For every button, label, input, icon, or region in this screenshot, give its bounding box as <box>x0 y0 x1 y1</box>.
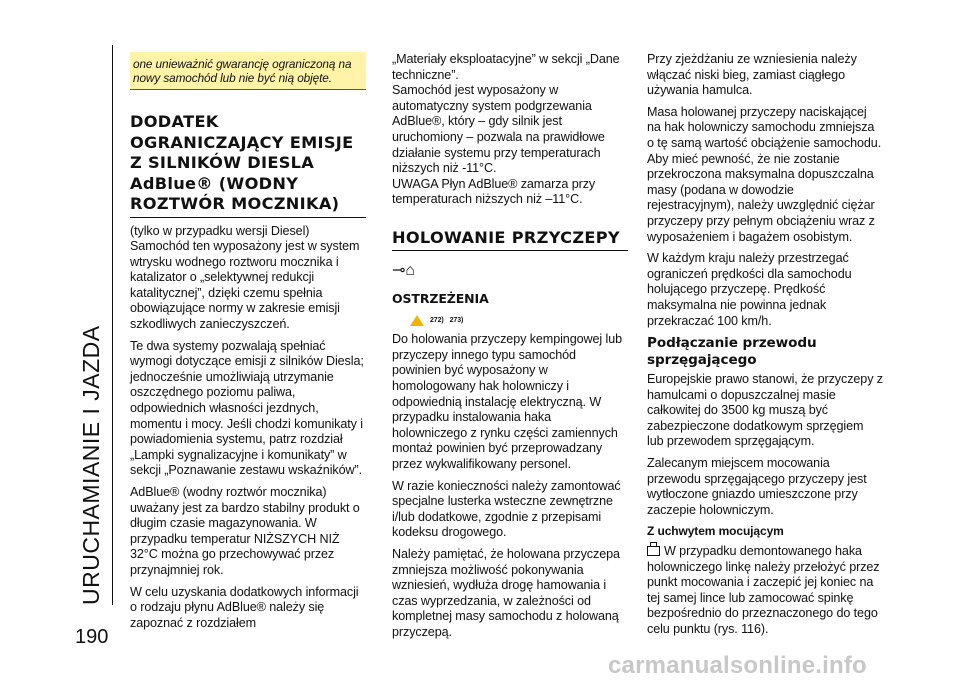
watermark: carmanualsonline.info <box>608 652 867 679</box>
paragraph: Te dwa systemy pozwalają spełniać wymogi dotyczące emisji z silników Diesla; jednocześnie umożliwiają utrzymanie oszczędnego poziomu paliwa, odpowiednich własności jezdnych, momentu i mocy. Jeśli chodzi komunikaty i powiadomienia systemu, patrz rozdział „Lampki sygnalizacyjne i komunikaty” w sekcji „Poznawanie zestawu wskaźników”. <box>130 338 364 478</box>
warning-ref: 273) <box>449 316 464 324</box>
paragraph: (tylko w przypadku wersji Diesel) Samochód ten wyposażony jest w system wtrysku wodnego roztworu mocznika i katalizator o „selektywnej redukcji katalitycznej”, dzięki czemu spełnia obowiązujące normy w zakresie emisji szkodliwych zanieczyszczeń. <box>130 223 360 332</box>
highlight-note: one unieważnić gwarancję ograniczoną na nowy samochód lub nie być nią objęte. <box>130 52 366 90</box>
column-1 <box>130 52 366 637</box>
warnings-heading: OSTRZEŻENIA <box>392 291 489 307</box>
coupling-cable-heading: Podłączanie przewodu sprzęgającego <box>647 335 817 368</box>
paragraph: Europejskie prawo stanowi, że przyczepy z hamulcami o dopuszczalnej masie całkowitej do 3500 kg muszą być zabezpieczone dodatkowym sprzęgiem lub przewodem sprzęgającym. <box>647 372 883 449</box>
adblue-heading: DODATEK OGRANICZAJĄCY EMISJE Z SILNIKÓW DIESLA AdBlue® (WODNY ROZTWÓR MOCZNIKA) <box>130 112 366 218</box>
column-2 <box>392 52 628 647</box>
towing-heading: HOLOWANIE PRZYCZEPY <box>392 228 628 252</box>
paragraph: Przy zjeżdżaniu ze wzniesienia należy włączać niski bieg, zamiast ciągłego używania hamulca. <box>647 52 857 98</box>
side-rule <box>112 45 113 605</box>
paragraph-text: W przypadku demontowanego haka holowniczego linkę należy przełożyć przez punkt mocowania i zaczepić jej koniec na tej samej lince lub zamocować spinkę bezpośrednio do przeznaczonego do tego celu punktu (rys. 116). <box>647 544 880 636</box>
paragraph: „Materiały eksploatacyjne” w sekcji „Dane techniczne”. Samochód jest wyposażony w automatyczny system podgrzewania AdBlue®, który – gdy silnik jest uruchomiony – pozwala na prawidłowe działanie systemu przy temperaturach niższych niż -11°C. UWAGA Płyn AdBlue® zamarza przy temperaturach niższych niż –11°C. <box>392 52 620 207</box>
warning-triangle-icon <box>410 315 424 326</box>
paragraph: Należy pamiętać, że holowana przyczepa zmniejsza możliwość pokonywania wzniesień, wydłuża drogę hamowania i czas wyprzedzania, w zależności od kompletnej masy samochodu z holowaną przyczepą. <box>392 546 620 639</box>
chapter-title-text: URUCHAMIANIE I JAZDA <box>78 325 104 605</box>
paragraph-with-icon <box>647 544 883 638</box>
warning-refs <box>410 313 628 329</box>
paragraph: Masa holowanej przyczepy naciskającej na hak holowniczy samochodu zmniejsza o tę samą wartość obciążenie samochodu. Aby mieć pewność, że nie zostanie przekroczona maksymalna dopuszczalna masy (podana w dowodzie rejestracyjnym), należy uwzględnić ciężar przyczepy przy pełnym obciążeniu wraz z wyposażeniem i bagażem osobistym. <box>647 104 882 244</box>
paragraph: W każdym kraju należy przestrzegać ograniczeń prędkości dla samochodu holującego przyczepę. Prędkość maksymalna nie powinna jednak przekraczać 100 km/h. <box>647 251 852 328</box>
warning-ref: 272) <box>430 316 444 324</box>
chapter-side-title <box>78 45 108 605</box>
page-number: 190 <box>75 626 109 648</box>
note-pad-icon <box>647 546 660 556</box>
column-3 <box>647 52 883 644</box>
paragraph: Zalecanym miejscem mocowania przewodu sprzęgającego przyczepy jest wytłoczone gniazdo umieszczone przy zaczepie holowniczym. <box>647 456 867 517</box>
trailer-hitch-icon: ⊸⌂ <box>392 262 415 280</box>
paragraph: W razie konieczności należy zamontować specjalne lusterka wsteczne zewnętrzne i/lub dodatkowe, zgodnie z przepisami kodeksu drogowego. <box>392 478 621 540</box>
paragraph: AdBlue® (wodny roztwór mocznika) uważany jest za bardzo stabilny produkt o długim czasie magazynowania. W przypadku temperatur NIŻSZYCH NIŻ 32°C można go przechowywać przez przynajmniej rok. <box>130 485 360 577</box>
paragraph: Do holowania przyczepy kempingowej lub przyczepy innego typu samochód powinien być wyposażony w homologowany hak holowniczy i odpowiednią instalację elektryczną. W przypadku instalowania haka holowniczego z rynku części zamiennych montaż powinien być przeprowadzany przez wykwalifikowany personel. <box>392 332 623 471</box>
paragraph: W celu uzyskania dodatkowych informacji o rodzaju płynu AdBlue® należy się zapoznać z rozdziałem <box>130 584 359 630</box>
bracket-heading: Z uchwytem mocującym <box>647 524 784 539</box>
